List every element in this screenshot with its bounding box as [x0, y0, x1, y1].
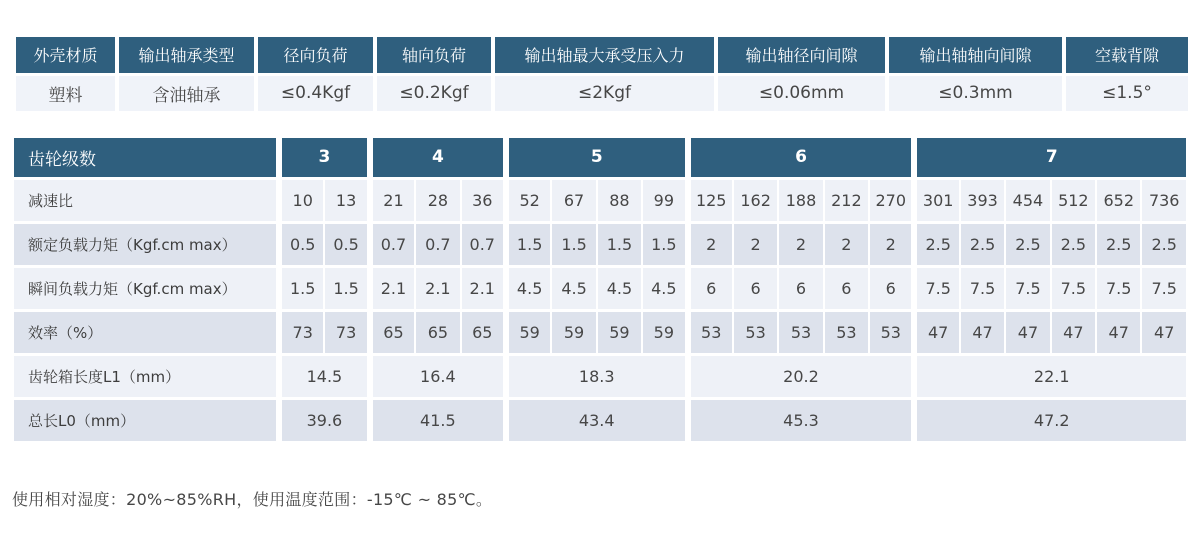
spec-header-cell: 径向负荷	[256, 37, 375, 74]
value-cell: 0.7	[461, 222, 506, 266]
table-row	[13, 310, 1187, 354]
value-cell: 65	[370, 310, 415, 354]
value-cell: 2	[733, 222, 778, 266]
value-cell: 512	[1051, 178, 1096, 222]
value-cell: 4.5	[642, 266, 687, 310]
group-value-cell: 43.4	[506, 398, 688, 442]
value-cell: 53	[733, 310, 778, 354]
group-value-cell: 45.3	[688, 398, 915, 442]
value-cell: 188	[778, 178, 823, 222]
gear-stage-title: 齿轮级数	[13, 138, 279, 178]
value-cell: 99	[642, 178, 687, 222]
value-cell: 53	[778, 310, 823, 354]
stage-count-header: 6	[688, 138, 915, 178]
group-value-cell: 18.3	[506, 354, 688, 398]
value-cell: 53	[869, 310, 914, 354]
value-cell: 7.5	[1096, 266, 1141, 310]
spec-value-cell: ≤2Kgf	[493, 74, 716, 111]
value-cell: 53	[824, 310, 869, 354]
value-cell: 0.5	[324, 222, 369, 266]
value-cell: 2.5	[960, 222, 1005, 266]
group-value-cell: 39.6	[279, 398, 370, 442]
spec-value-row	[14, 74, 1190, 111]
value-cell: 7.5	[1141, 266, 1187, 310]
value-cell: 4.5	[597, 266, 642, 310]
value-cell: 4.5	[506, 266, 551, 310]
value-cell: 52	[506, 178, 551, 222]
value-cell: 1.5	[279, 266, 324, 310]
group-value-cell: 22.1	[914, 354, 1187, 398]
value-cell: 6	[869, 266, 914, 310]
spec-value-cell: ≤0.2Kgf	[375, 74, 493, 111]
value-cell: 2.5	[1096, 222, 1141, 266]
spec-header-cell: 输出轴承类型	[117, 37, 256, 74]
value-cell: 13	[324, 178, 369, 222]
spec-header-cell: 输出轴最大承受压入力	[493, 37, 716, 74]
spec-header-cell: 输出轴轴向间隙	[887, 37, 1064, 74]
value-cell: 2.5	[1051, 222, 1096, 266]
value-cell: 2.5	[914, 222, 959, 266]
value-cell: 2.1	[370, 266, 415, 310]
value-cell: 2.5	[1141, 222, 1187, 266]
value-cell: 393	[960, 178, 1005, 222]
value-cell: 73	[279, 310, 324, 354]
value-cell: 47	[1051, 310, 1096, 354]
value-cell: 65	[461, 310, 506, 354]
stage-count-header: 3	[279, 138, 370, 178]
group-value-cell: 20.2	[688, 354, 915, 398]
table-row	[13, 266, 1187, 310]
value-cell: 47	[1096, 310, 1141, 354]
value-cell: 6	[824, 266, 869, 310]
value-cell: 21	[370, 178, 415, 222]
value-cell: 1.5	[506, 222, 551, 266]
value-cell: 47	[1005, 310, 1050, 354]
value-cell: 212	[824, 178, 869, 222]
value-cell: 2	[778, 222, 823, 266]
value-cell: 10	[279, 178, 324, 222]
spec-value-cell: ≤1.5°	[1064, 74, 1190, 111]
value-cell: 1.5	[551, 222, 596, 266]
row-label: 额定负载力矩（Kgf.cm max）	[13, 222, 279, 266]
output-shaft-spec-table	[12, 37, 1192, 111]
value-cell: 2.1	[461, 266, 506, 310]
value-cell: 47	[914, 310, 959, 354]
usage-conditions-note: 使用相对湿度：20%~85%RH，使用温度范围：-15℃ ~ 85℃。	[12, 490, 493, 509]
value-cell: 2	[869, 222, 914, 266]
value-cell: 53	[688, 310, 733, 354]
group-value-cell: 41.5	[370, 398, 506, 442]
stage-count-header: 5	[506, 138, 688, 178]
value-cell: 6	[733, 266, 778, 310]
value-cell: 736	[1141, 178, 1187, 222]
spec-value-cell: 塑料	[14, 74, 117, 111]
value-cell: 2.5	[1005, 222, 1050, 266]
value-cell: 7.5	[1005, 266, 1050, 310]
value-cell: 47	[960, 310, 1005, 354]
value-cell: 652	[1096, 178, 1141, 222]
value-cell: 0.7	[370, 222, 415, 266]
row-label: 总长L0（mm）	[13, 398, 279, 442]
group-value-cell: 14.5	[279, 354, 370, 398]
value-cell: 270	[869, 178, 914, 222]
value-cell: 0.5	[279, 222, 324, 266]
value-cell: 65	[415, 310, 460, 354]
spec-header-cell: 空载背隙	[1064, 37, 1190, 74]
row-label: 减速比	[13, 178, 279, 222]
value-cell: 67	[551, 178, 596, 222]
value-cell: 2	[824, 222, 869, 266]
value-cell: 6	[778, 266, 823, 310]
value-cell: 88	[597, 178, 642, 222]
value-cell: 0.7	[415, 222, 460, 266]
value-cell: 7.5	[1051, 266, 1096, 310]
row-label: 效率（%）	[13, 310, 279, 354]
group-value-cell: 16.4	[370, 354, 506, 398]
value-cell: 6	[688, 266, 733, 310]
spec-header-row	[14, 37, 1190, 74]
value-cell: 1.5	[324, 266, 369, 310]
value-cell: 1.5	[642, 222, 687, 266]
spec-value-cell: 含油轴承	[117, 74, 256, 111]
value-cell: 59	[597, 310, 642, 354]
row-label: 瞬间负载力矩（Kgf.cm max）	[13, 266, 279, 310]
table-row	[13, 178, 1187, 222]
value-cell: 59	[506, 310, 551, 354]
stage-count-header: 7	[914, 138, 1187, 178]
value-cell: 125	[688, 178, 733, 222]
spec-header-cell: 轴向负荷	[375, 37, 493, 74]
value-cell: 4.5	[551, 266, 596, 310]
value-cell: 2	[688, 222, 733, 266]
spec-value-cell: ≤0.4Kgf	[256, 74, 375, 111]
value-cell: 47	[1141, 310, 1187, 354]
stage-count-header: 4	[370, 138, 506, 178]
gear-stage-table	[12, 138, 1188, 444]
spec-header-cell: 外壳材质	[14, 37, 117, 74]
value-cell: 2.1	[415, 266, 460, 310]
value-cell: 162	[733, 178, 778, 222]
spec-value-cell: ≤0.06mm	[716, 74, 887, 111]
value-cell: 36	[461, 178, 506, 222]
spec-value-cell: ≤0.3mm	[887, 74, 1064, 111]
value-cell: 59	[551, 310, 596, 354]
table-row	[13, 354, 1187, 398]
value-cell: 7.5	[960, 266, 1005, 310]
spec-header-cell: 输出轴径向间隙	[716, 37, 887, 74]
value-cell: 28	[415, 178, 460, 222]
value-cell: 7.5	[914, 266, 959, 310]
value-cell: 73	[324, 310, 369, 354]
row-label: 齿轮箱长度L1（mm）	[13, 354, 279, 398]
value-cell: 454	[1005, 178, 1050, 222]
table-row	[13, 398, 1187, 442]
gear-stage-header-row	[13, 138, 1187, 178]
value-cell: 1.5	[597, 222, 642, 266]
value-cell: 59	[642, 310, 687, 354]
value-cell: 301	[914, 178, 959, 222]
table-row	[13, 222, 1187, 266]
group-value-cell: 47.2	[914, 398, 1187, 442]
